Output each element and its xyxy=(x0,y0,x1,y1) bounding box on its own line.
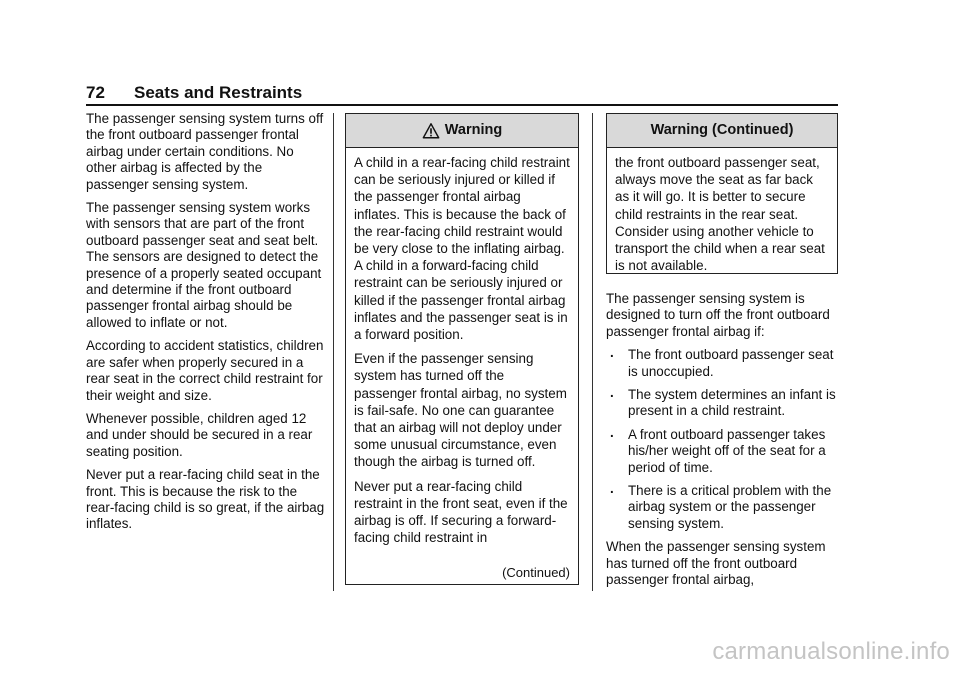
list-item: . There is a critical problem with the airbag system or the passenger sensing system. xyxy=(606,483,842,532)
section-title: Seats and Restraints xyxy=(134,83,303,102)
warning-paragraph: Never put a rear-facing child restraint in the front seat, even if the airbag is off. If securing a forward-facing child restraint in xyxy=(354,478,568,546)
paragraph: The passenger sensing system is designed to turn off the front outboard passenger frontal airbag if: xyxy=(606,291,830,339)
warning-triangle-icon xyxy=(422,122,440,140)
warning-title: Warning xyxy=(444,121,503,138)
warning-continued-title: Warning (Continued) xyxy=(650,121,794,138)
paragraph: Never put a rear-facing child seat in the front. This is because the risk to the rear-facing child is so great, if the airbag inflates. xyxy=(86,467,325,532)
list-item: . The front outboard passenger seat is unoccupied. xyxy=(606,347,842,380)
paragraph: Whenever possible, children aged 12 and under should be secured in a rear seating position. xyxy=(86,410,313,459)
continued-label: (Continued) xyxy=(502,564,570,580)
paragraph: The passenger sensing system turns off the front outboard passenger frontal airbag under certain conditions. No other airbag is affected by the passenger sensing system. xyxy=(86,111,324,192)
warning-continued-body xyxy=(607,148,837,285)
paragraph: The passenger sensing system works with sensors that are part of the front outboard passenger seat and seat belt. The sensors are designed to detect the presence of a properly seated occupant and determine if the front outboard passenger frontal airbag should be allowed to inflate or not. xyxy=(86,200,322,330)
warning-box xyxy=(345,113,579,585)
warning-continued-box xyxy=(606,113,838,274)
warning-paragraph: A child in a rear-facing child restraint can be seriously injured or killed if the passenger frontal airbag inflates. This is because the back of the rear-facing child restraint would be very close to the inflating airbag. A child in a forward-facing child restraint can be seriously injured or killed if the passenger frontal airbag inflates and the passenger seat is in a forward position. xyxy=(354,155,570,343)
warning-body xyxy=(346,148,578,557)
list-item: . The system determines an infant is present in a child restraint. xyxy=(606,387,842,420)
warning-continued-header xyxy=(607,114,837,148)
bullet-list xyxy=(606,347,842,532)
list-item: . A front outboard passenger takes his/her weight off of the seat for a period of time. xyxy=(606,427,842,476)
page-number: 72 xyxy=(86,83,105,102)
warning-box-header xyxy=(346,114,578,148)
warning-paragraph: the front outboard passenger seat, always move the seat as far back as it will go. It is better to secure child restraints in the rear seat. Consider using another vehicle to transport the child when a rear seat is not available. xyxy=(615,155,825,274)
column-left xyxy=(86,111,326,540)
column-divider xyxy=(592,113,593,591)
paragraph: According to accident statistics, children are safer when properly secured in a rear seat in the correct child restraint for their weight and size. xyxy=(86,338,324,403)
page-header xyxy=(86,82,838,106)
column-divider xyxy=(333,113,334,591)
watermark: carmanualsonline.info xyxy=(712,638,950,665)
paragraph: When the passenger sensing system has turned off the front outboard passenger frontal airbag, xyxy=(606,539,826,588)
warning-paragraph: Even if the passenger sensing system has turned off the passenger frontal airbag, no system is fail-safe. No one can guarantee that an airbag will not deploy under some unusual circumstance, even though the airbag is turned off. xyxy=(354,351,567,470)
column-right xyxy=(606,291,842,596)
